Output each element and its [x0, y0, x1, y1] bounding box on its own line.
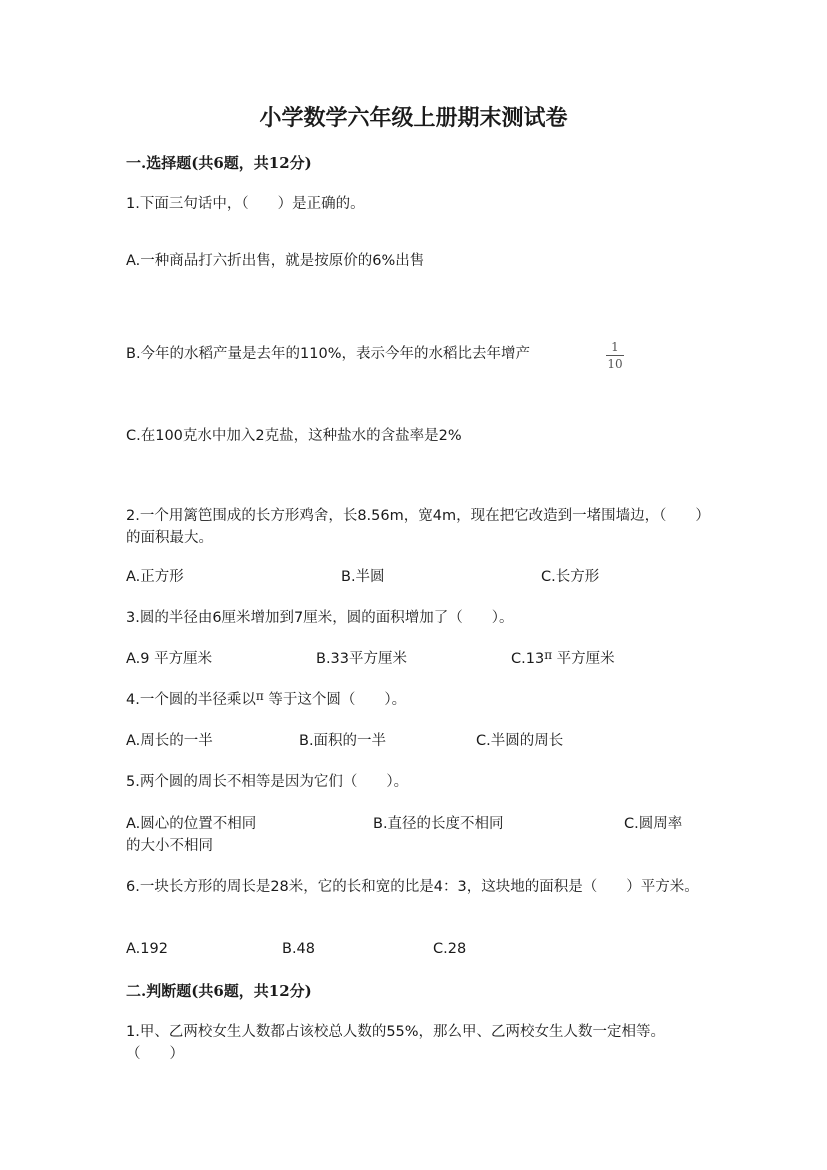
q3-option-c-prefix: C.13 — [511, 651, 545, 667]
q6-option-b: B.48 — [282, 941, 316, 957]
q3-option-a: A.9 平方厘米 — [126, 651, 213, 667]
q5-stem: 5.两个圆的周长不相等是因为它们（ ）。 — [126, 774, 409, 790]
q1-option-b: B.今年的水稻产量是去年的110%，表示今年的水稻比去年增产 — [126, 346, 531, 362]
q5-option-a: A.圆心的位置不相同 — [126, 816, 257, 832]
judge-q1-stem: 1.甲、乙两校女生人数都占该校总人数的55%，那么甲、乙两校女生人数一定相等。（ ） — [126, 1024, 666, 1062]
q3-option-c-suffix: 平方厘米 — [552, 651, 615, 667]
q2-stem: 2.一个用篱笆围成的长方形鸡舍，长8.56m，宽4m，现在把它改造到一堵围墙边，（ ）的面积最大。 — [126, 508, 703, 546]
pi-symbol: π — [255, 689, 264, 703]
q4-stem — [126, 689, 406, 711]
q4-stem-prefix: 4.一个圆的半径乘以 — [126, 692, 256, 708]
q5-option-b: B.直径的长度不相同 — [373, 816, 504, 832]
q5-option-c-continued: 的大小不相同 — [126, 838, 213, 854]
q1-option-a: A.一种商品打六折出售，就是按原价的6%出售 — [126, 253, 425, 269]
q6-option-c: C.28 — [433, 941, 467, 957]
section-choice-heading: 一.选择题(共6题，共12分) — [126, 154, 312, 172]
q4-stem-suffix: 等于这个圆（ ）。 — [263, 692, 407, 708]
q3-option-b: B.33平方厘米 — [316, 651, 408, 667]
q6-stem: 6.一块长方形的周长是28米，它的长和宽的比是4：3，这块地的面积是（ ）平方米。 — [126, 879, 699, 895]
q5-option-c: C.圆周率 — [624, 816, 683, 832]
fraction-numerator: 1 — [611, 340, 619, 354]
pi-symbol: π — [544, 648, 553, 662]
q4-option-a: A.周长的一半 — [126, 733, 213, 749]
exam-title: 小学数学六年级上册期末测试卷 — [259, 105, 568, 131]
q2-option-c: C.长方形 — [541, 569, 600, 585]
q1-stem: 1.下面三句话中，（ ）是正确的。 — [126, 196, 365, 212]
q6-option-a: A.192 — [126, 941, 168, 957]
section-judge-heading: 二.判断题(共6题，共12分) — [126, 982, 312, 1000]
q1-option-b-fraction — [604, 340, 626, 371]
q2-option-b: B.半圆 — [341, 569, 385, 585]
q1-option-c: C.在100克水中加入2克盐，这种盐水的含盐率是2% — [126, 428, 462, 444]
q4-option-c: C.半圆的周长 — [476, 733, 564, 749]
q3-option-c — [511, 648, 615, 670]
q4-option-b: B.面积的一半 — [299, 733, 387, 749]
q2-option-a: A.正方形 — [126, 569, 184, 585]
fraction-bar — [606, 355, 624, 356]
fraction-denominator: 10 — [607, 357, 623, 371]
q3-stem: 3.圆的半径由6厘米增加到7厘米，圆的面积增加了（ ）。 — [126, 610, 514, 626]
